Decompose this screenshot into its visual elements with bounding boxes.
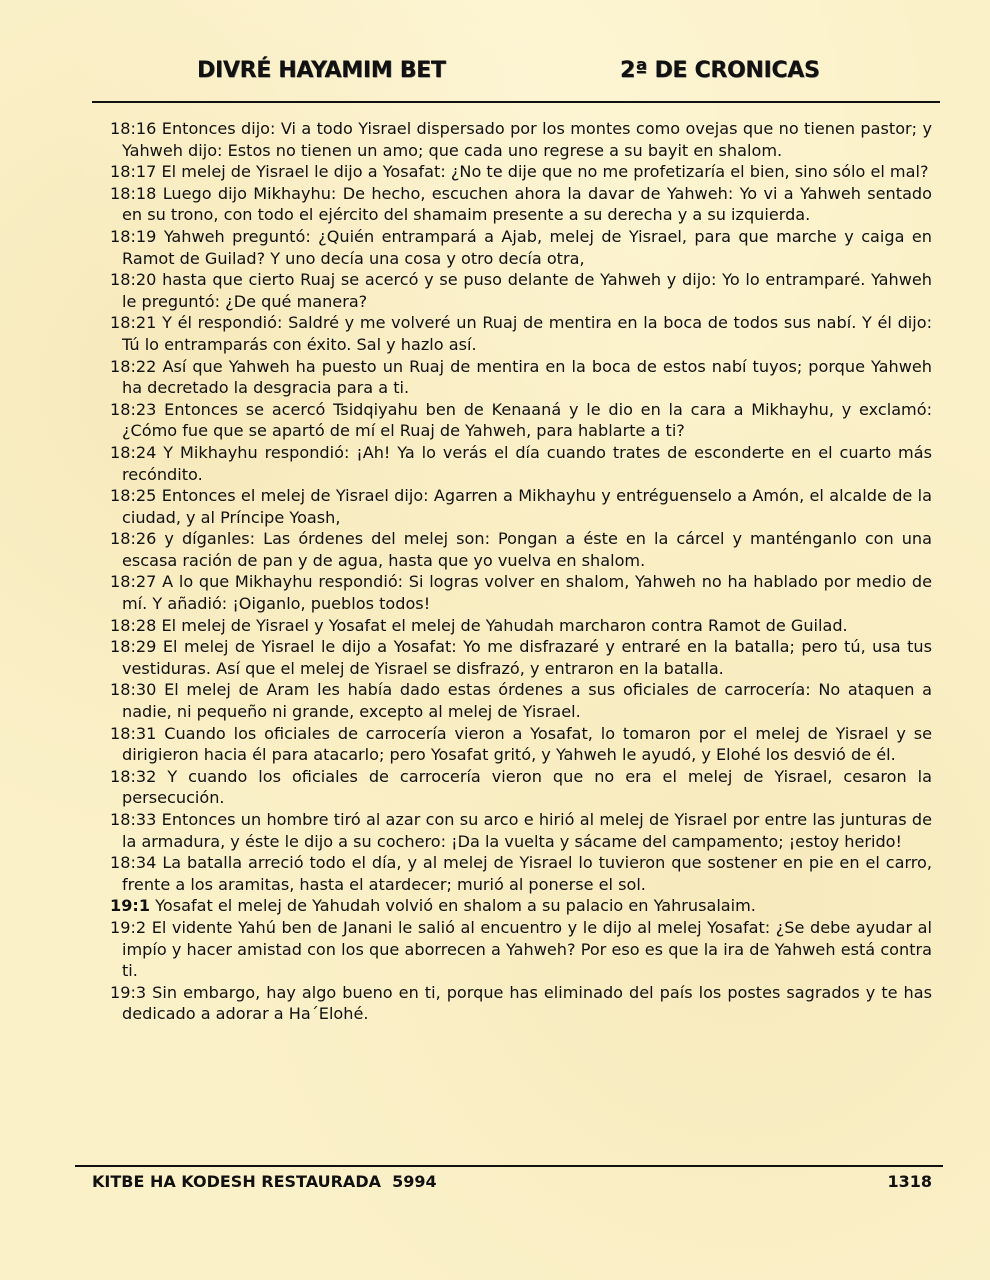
verse-number: 18:26 [110, 529, 157, 549]
verse-number: 18:22 [110, 356, 157, 376]
verse [110, 615, 932, 637]
verse-text: La batalla arreció todo el día, y al melej de Yisrael lo tuvieron que sostener en pie en el carro, frente a los aramitas, hasta el atardecer; murió al ponerse el sol. [122, 853, 932, 894]
header-divider [92, 101, 940, 103]
verse [110, 312, 932, 355]
verse-text: Así que Yahweh ha puesto un Ruaj de mentira en la boca de estos nabí tuyos; porque Yahweh ha decretado la desgracia para a ti. [122, 356, 932, 398]
verse-number: 18:25 [110, 486, 157, 506]
verse [110, 183, 932, 226]
page-number: 1318 [887, 1172, 932, 1191]
verse-text: El melej de Aram les había dado estas órdenes a sus oficiales de carrocería: No ataquen a nadie, ni pequeño ni grande, excepto al melej de Yisrael. [122, 680, 932, 722]
verse-text: Entonces dijo: Vi a todo Yisrael dispersado por los montes como ovejas que no tienen pastor; y Yahweh dijo: Estos no tienen un amo; que cada uno regrese a su bayit en shalom. [122, 119, 932, 160]
verse [110, 852, 932, 895]
verse-number: 18:19 [110, 226, 157, 246]
verse-number: 19:2 [110, 917, 147, 937]
book-title-hebrew: DIVRÉ HAYAMIM BET [197, 58, 446, 83]
verse [110, 399, 932, 442]
verse-text: Luego dijo Mikhayhu: De hecho, escuchen ahora la davar de Yahweh: Yo vi a Yahweh sentado en su trono, con todo el ejército del shamaim presente a su derecha y a su izquierda. [122, 183, 932, 225]
verse-text: El vidente Yahú ben de Janani le salió al encuentro y le dijo al melej Yosafat: ¿Se debe ayudar al impío y hacer amistad con los que aborrecen a Yahweh? Por eso es que la ira de Yahweh está contra ti. [122, 917, 932, 981]
verse-number: 19:3 [110, 982, 147, 1002]
verse [110, 226, 932, 269]
verse [110, 485, 932, 528]
verse [110, 528, 932, 571]
verse-text: Y Mikhayhu respondió: ¡Ah! Ya lo verás el día cuando trates de esconderte en el cuarto más recóndito. [122, 442, 932, 484]
verse-number: 18:28 [110, 615, 157, 635]
verse-number: 18:16 [110, 119, 157, 138]
verse-text: A lo que Mikhayhu respondió: Si logras volver en shalom, Yahweh no ha hablado por medio de mí. Y añadió: ¡Oiganlo, pueblos todos! [122, 572, 933, 614]
verse-number: 18:23 [110, 399, 157, 419]
verse-text: Yosafat el melej de Yahudah volvió en shalom a su palacio en Yahrusalaim. [155, 896, 756, 916]
verse-number: 18:29 [110, 637, 157, 657]
verse-text: hasta que cierto Ruaj se acercó y se puso delante de Yahweh y dijo: Yo lo entramparé. Yahweh le preguntó: ¿De qué manera? [122, 270, 932, 311]
verse-number: 18:31 [110, 723, 157, 743]
verse-number: 18:34 [110, 853, 157, 873]
verse-text: Y él respondió: Saldré y me volveré un Ruaj de mentira en la boca de todos sus nabí. Y él dijo: Tú lo entramparás con éxito. Sal y hazlo así. [122, 313, 932, 354]
verse [110, 118, 932, 161]
verse [110, 269, 932, 312]
verse-number: 18:33 [110, 810, 157, 829]
publication-title: KITBE HA KODESH RESTAURADA 5994 [92, 1172, 437, 1191]
book-title-spanish: 2ª DE CRONICAS [620, 58, 820, 83]
verse-text: El melej de Yisrael y Yosafat el melej de Yahudah marcharon contra Ramot de Guilad. [161, 615, 848, 635]
verse-text: y díganles: Las órdenes del melej son: Pongan a éste en la cárcel y manténganlo con una escasa ración de pan y de agua, hasta que yo vuelva en shalom. [122, 529, 932, 570]
verse-text: El melej de Yisrael le dijo a Yosafat: ¿No te dije que no me profetizaría el bien, sino sólo el mal? [161, 162, 929, 182]
verse-text: Sin embargo, hay algo bueno en ti, porque has eliminado del país los postes sagrados y te has dedicado a adorar a Ha´Elohé. [122, 982, 933, 1024]
verse-text: Entonces se acercó Tsidqiyahu ben de Kenaaná y le dio en la cara a Mikhayhu, y exclamó: ¿Cómo fue que se apartó de mí el Ruaj de Yahweh, para hablarte a ti? [122, 399, 932, 441]
verse-text: Entonces el melej de Yisrael dijo: Agarren a Mikhayhu y entréguenselo a Amón, el alcalde de la ciudad, y al Príncipe Yoash, [122, 486, 932, 527]
verse-text: Y cuando los oficiales de carrocería vieron que no era el melej de Yisrael, cesaron la persecución. [122, 766, 932, 808]
verse [110, 442, 932, 485]
verse [110, 982, 932, 1025]
verse [110, 679, 932, 722]
verse-text: Yahweh preguntó: ¿Quién entrampará a Ajab, melej de Yisrael, para que marche y caiga en Ramot de Guilad? Y uno decía una cosa y otro decía otra, [122, 226, 932, 268]
verse-text: El melej de Yisrael le dijo a Yosafat: Yo me disfrazaré y entraré en la batalla; pero tú, usa tus vestiduras. Así que el melej de Yisrael se disfrazó, y entraron en la batalla. [122, 637, 932, 678]
verse [110, 809, 932, 852]
verse [110, 766, 932, 809]
verse-number: 18:18 [110, 183, 157, 203]
verse [110, 723, 932, 766]
page-header [92, 58, 940, 94]
verse [110, 636, 932, 679]
verse [110, 571, 932, 614]
page-footer [92, 1172, 932, 1194]
verse [110, 356, 932, 399]
verse-number: 18:32 [110, 766, 157, 786]
chapter-verse-number: 19:1 [110, 896, 151, 916]
verse-number: 18:27 [110, 572, 157, 592]
verse [110, 895, 932, 917]
verse-text: Cuando los oficiales de carrocería vieron a Yosafat, lo tomaron por el melej de Yisrael y se dirigieron hacia él para atacarlo; pero Yosafat gritó, y Yahweh le ayudó, y Elohé los desvió de él. [122, 723, 932, 765]
verse [110, 917, 932, 982]
footer-divider [75, 1165, 943, 1167]
verse-text: Entonces un hombre tiró al azar con su arco e hirió al melej de Yisrael por entre las junturas de la armadura, y éste le dijo a su cochero: ¡Da la vuelta y sácame del campamento; ¡estoy herido! [122, 810, 932, 851]
verse-number: 18:20 [110, 270, 157, 290]
verse-number: 18:30 [110, 680, 157, 700]
verse-number: 18:24 [110, 442, 157, 462]
verse [110, 161, 932, 183]
verse-list [110, 118, 932, 1025]
verse-number: 18:21 [110, 313, 157, 333]
verse-number: 18:17 [110, 162, 157, 182]
